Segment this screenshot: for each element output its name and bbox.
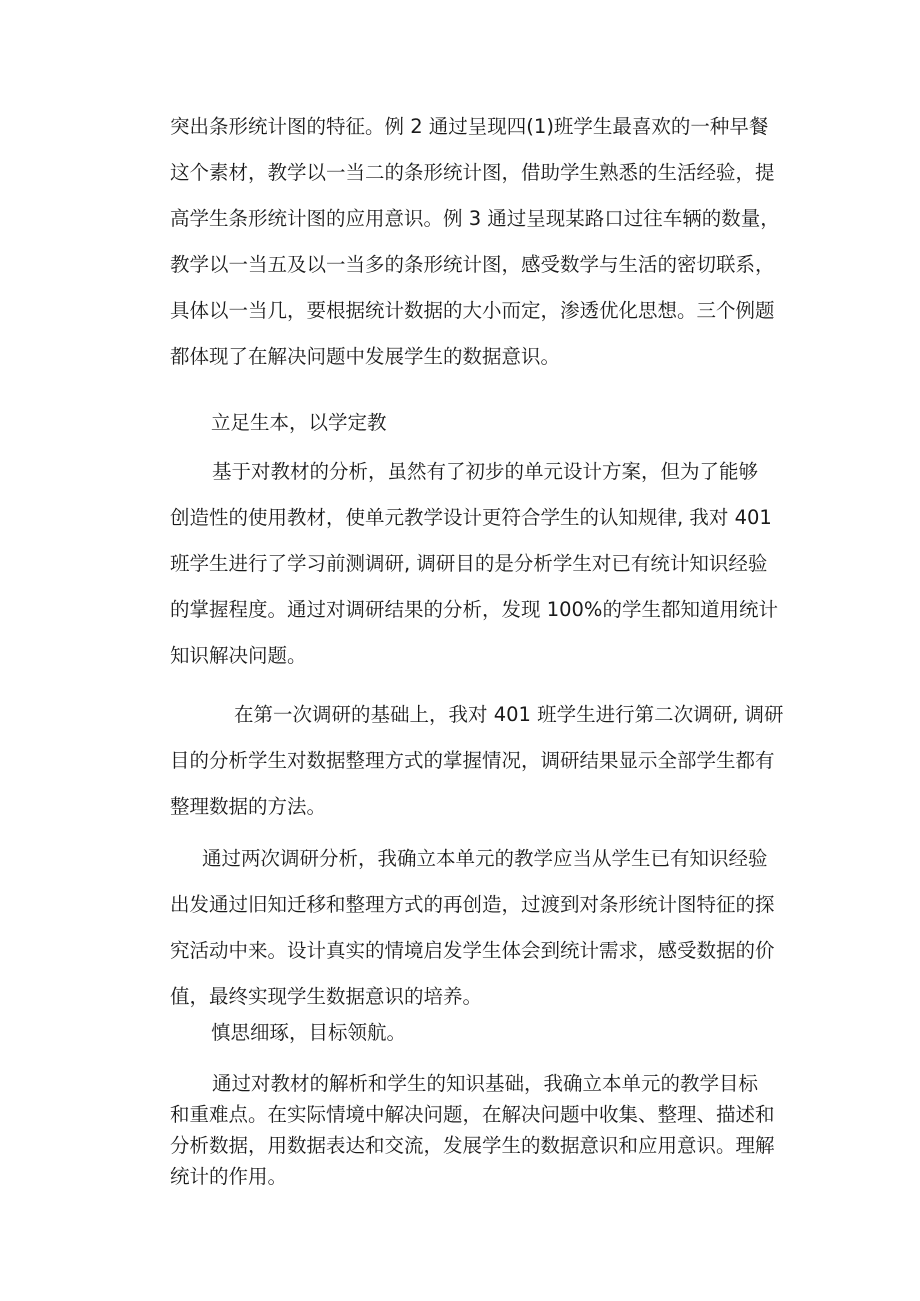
text-line: 通过对教材的解析和学生的知识基础，我确立本单元的教学目标 [212,1072,759,1095]
paragraph-2 [170,449,795,679]
text-line: 高学生条形统计图的应用意识。例 3 通过呈现某路口过往车辆的数量， [170,207,780,230]
text-line: 具体以一当几，要根据统计数据的大小而定，渗透优化思想。三个例题 [170,299,775,322]
paragraph-4 [170,836,795,1020]
section-heading-2: 慎思细琢，目标领航。 [211,1021,407,1044]
text-line: 目的分析学生对数据整理方式的掌握情况，调研结果显示全部学生都有 [170,749,775,772]
text-line: 基于对教材的分析，虽然有了初步的单元设计方案，但为了能够 [212,460,759,483]
text-line: 教学以一当五及以一当多的条形统计图，感受数学与生活的密切联系， [170,253,775,276]
text-line: 通过两次调研分析，我确立本单元的教学应当从学生已有知识经验 [202,847,768,870]
text-line: 在第一次调研的基础上，我对 401 班学生进行第二次调研, 调研 [234,703,784,726]
paragraph-3 [170,692,795,830]
text-line: 值，最终实现学生数据意识的培养。 [170,985,483,1008]
text-line: 分析数据，用数据表达和交流，发展学生的数据意识和应用意识。理解 [170,1134,775,1157]
text-line: 班学生进行了学习前测调研, 调研目的是分析学生对已有统计知识经验 [170,552,768,575]
text-line: 都体现了在解决问题中发展学生的数据意识。 [170,345,561,368]
text-line: 知识解决问题。 [170,644,307,667]
paragraph-5 [170,1068,795,1192]
text-line: 这个素材，教学以一当二的条形统计图，借助学生熟悉的生活经验，提 [170,161,775,184]
text-line: 统计的作用。 [170,1165,288,1188]
paragraph-1 [170,104,795,380]
text-line: 突出条形统计图的特征。例 2 通过呈现四(1)班学生最喜欢的一种早餐 [170,115,769,138]
text-line: 创造性的使用教材，使单元教学设计更符合学生的认知规律, 我对 401 [170,506,772,529]
text-line: 出发通过旧知迁移和整理方式的再创造，过渡到对条形统计图特征的探 [170,893,775,916]
text-line: 究活动中来。设计真实的情境启发学生体会到统计需求，感受数据的价 [170,939,775,962]
section-heading-1: 立足生本，以学定教 [211,411,387,434]
text-line: 和重难点。在实际情境中解决问题，在解决问题中收集、整理、描述和 [170,1103,775,1126]
text-line: 整理数据的方法。 [170,795,327,818]
text-line: 的掌握程度。通过对调研结果的分析，发现 100%的学生都知道用统计 [170,598,778,621]
